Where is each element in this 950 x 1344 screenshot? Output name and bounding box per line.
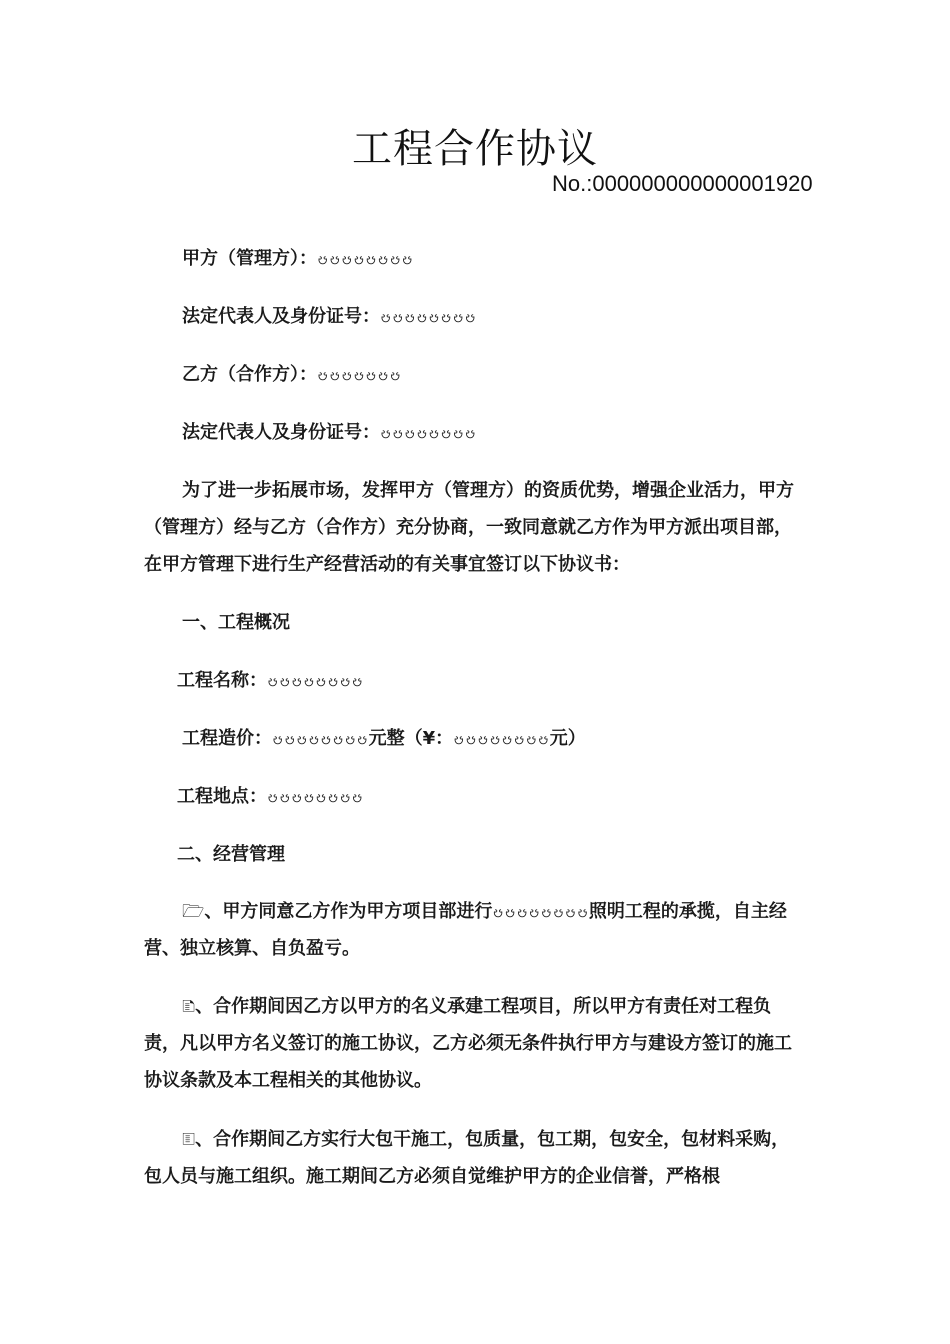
clause-1-value: ၓၓၓၓၓၓၓၓ bbox=[492, 901, 589, 922]
rep-a-label: 法定代表人及身份证号： bbox=[182, 306, 380, 327]
clause-3-text: 、合作期间乙方实行大包干施工，包质量，包工期，包安全，包材料采购，包人员与施工组织。施工期间乙方必须自觉维护甲方的企业信誉，严格根 bbox=[144, 1129, 790, 1187]
project-cost-end: 元） bbox=[549, 728, 586, 749]
party-a-label: 甲方（管理方）： bbox=[182, 248, 317, 269]
rep-b-value: ၓၓၓၓၓၓၓၓ bbox=[380, 422, 477, 443]
clause-1-paragraph bbox=[144, 893, 804, 967]
rep-a-value: ၓၓၓၓၓၓၓၓ bbox=[380, 306, 477, 327]
project-cost-line bbox=[182, 720, 586, 758]
project-cost-value2: ၓၓၓၓၓၓၓၓ bbox=[453, 728, 550, 749]
section1-heading: 一、工程概况 bbox=[182, 612, 290, 633]
section2-heading: 二、经营管理 bbox=[177, 844, 285, 865]
clause-2-text: 、合作期间因乙方以甲方的名义承建工程项目，所以甲方有责任对工程负责，凡以甲方名义签订的施工协议，乙方必须无条件执行甲方与建设方签订的施工协议条款及本工程相关的其他协议。 bbox=[144, 996, 792, 1091]
party-b-line bbox=[182, 356, 402, 394]
project-site-line bbox=[177, 778, 364, 816]
party-a-value: ၓၓၓၓၓၓၓၓ bbox=[317, 248, 414, 269]
party-b-value: ၓၓၓၓၓၓၓ bbox=[317, 364, 402, 385]
rep-b-label: 法定代表人及身份证号： bbox=[182, 422, 380, 443]
clause-1-text-a: 、甲方同意乙方作为甲方项目部进行 bbox=[204, 901, 493, 922]
party-b-label: 乙方（合作方）： bbox=[182, 364, 317, 385]
clause-1-text-b: 照明工程的承揽，自主经营、独立核算、自负盈亏。 bbox=[144, 901, 787, 959]
project-name-label: 工程名称： bbox=[177, 670, 267, 691]
clause-2-paragraph bbox=[144, 988, 804, 1099]
rep-b-line bbox=[182, 414, 477, 452]
project-site-label: 工程地点： bbox=[177, 786, 267, 807]
project-cost-value: ၓၓၓၓၓၓၓၓ bbox=[272, 728, 369, 749]
preamble-paragraph: 为了进一步拓展市场，发挥甲方（管理方）的资质优势，增强企业活力，甲方（管理方）经与乙方（合作方）充分协商，一致同意就乙方作为甲方派出项目部，在甲方管理下进行生产经营活动的有关事宜签订以下协议书： bbox=[144, 480, 794, 575]
folder-icon: 🗁 bbox=[182, 901, 205, 922]
rep-a-line bbox=[182, 298, 477, 336]
document-icon: 🗈 bbox=[182, 996, 196, 1017]
clause-3-paragraph bbox=[144, 1121, 804, 1195]
project-name-line bbox=[177, 662, 364, 700]
document-number: No.:000000000000001920 bbox=[552, 171, 813, 196]
notepad-icon: 🗉 bbox=[182, 1129, 196, 1150]
project-name-value: ၓၓၓၓၓၓၓၓ bbox=[267, 670, 364, 691]
project-site-value: ၓၓၓၓၓၓၓၓ bbox=[267, 786, 364, 807]
document-title: 工程合作协议 bbox=[352, 126, 598, 172]
project-cost-mid: 元整（¥： bbox=[368, 728, 454, 749]
party-a-line bbox=[182, 240, 414, 278]
project-cost-label: 工程造价： bbox=[182, 728, 272, 749]
